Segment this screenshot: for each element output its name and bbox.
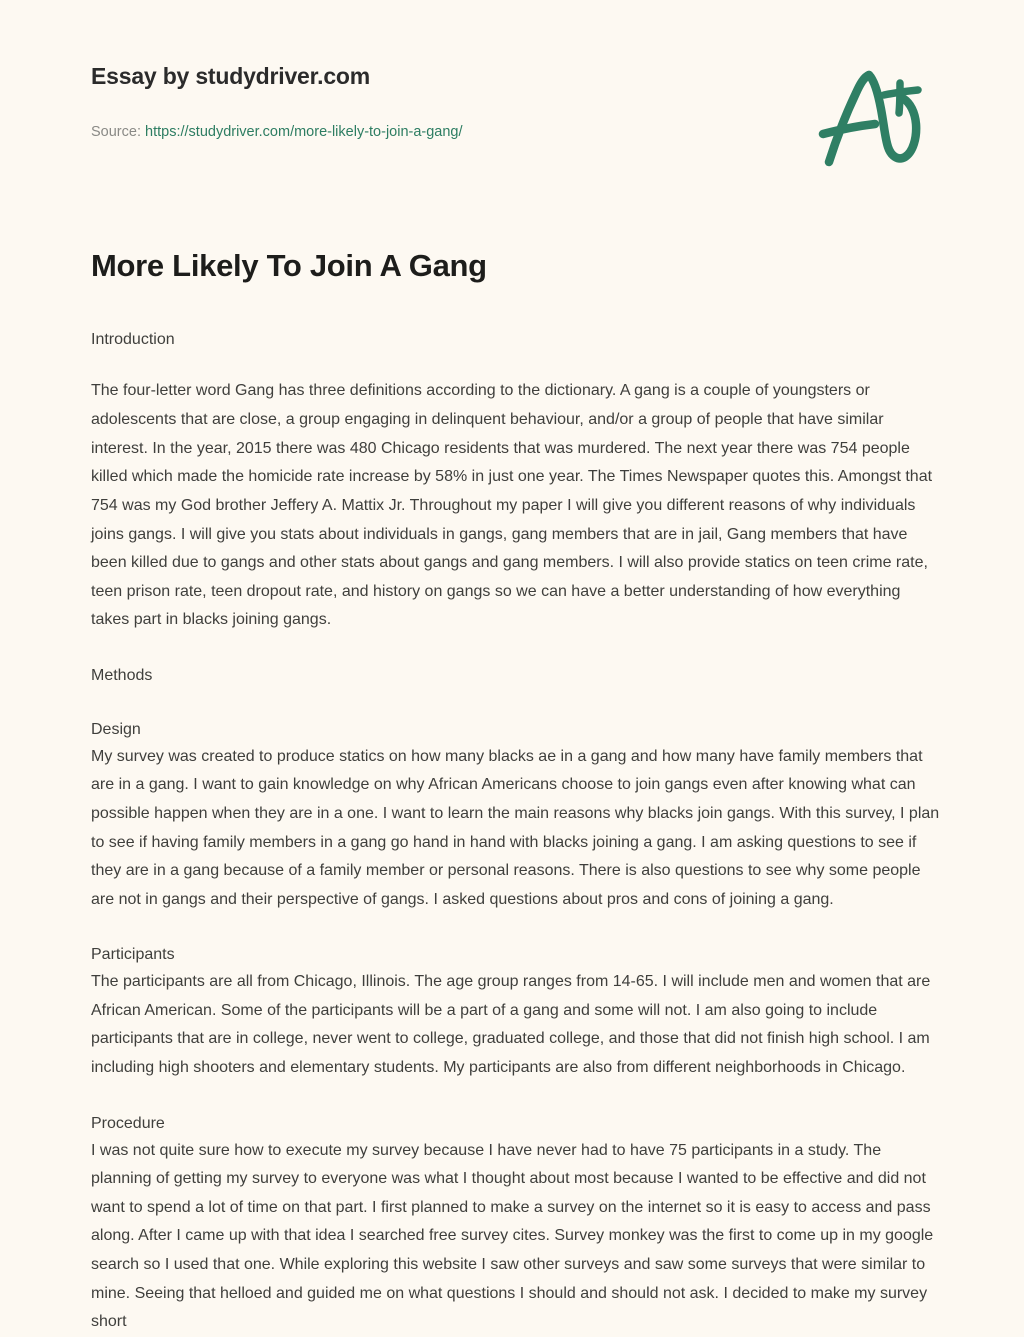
section-design bbox=[91, 718, 943, 915]
section-heading-procedure: Procedure bbox=[91, 1114, 165, 1132]
section-heading-methods: Methods bbox=[91, 667, 153, 685]
spacer bbox=[91, 689, 943, 718]
source-url-link[interactable]: https://studydriver.com/more-likely-to-join-a-gang/ bbox=[145, 124, 463, 140]
section-heading-participants: Participants bbox=[91, 946, 175, 964]
source-label: Source: bbox=[91, 124, 141, 140]
spacer bbox=[91, 635, 943, 664]
essay-byline: Essay by studydriver.com bbox=[91, 63, 371, 89]
studydriver-a-plus-logo bbox=[812, 62, 932, 172]
spacer bbox=[91, 1083, 943, 1112]
spacer bbox=[91, 352, 943, 377]
page-title: More Likely To Join A Gang bbox=[91, 248, 487, 283]
section-participants bbox=[91, 943, 943, 1082]
paragraph-introduction: The four-letter word Gang has three definitions according to the dictionary. A gang is a couple of youngsters or adolescents that are close, a group engaging in delinquent behaviour, and/or a group of people that have similar interest. In the year, 2015 there was 480 Chicago residents that was murdered. The next year there was 754 people killed which made the homicide rate increase by 58% in just one year. The Times Newspaper quotes this. Amongst that 754 was my God brother Jeffery A. Mattix Jr. Throughout my paper I will give you different reasons of why individuals joins gangs. I will give you stats about individuals in gangs, gang members that are in jail, Gang members that have been killed due to gangs and other stats about gangs and gang members. I will also provide statics on teen crime rate, teen prison rate, teen dropout rate, and history on gangs so we can have a better understanding of how everything takes part in blacks joining gangs. bbox=[91, 382, 933, 629]
essay-content bbox=[91, 248, 943, 1337]
section-methods bbox=[91, 664, 943, 689]
section-procedure bbox=[91, 1112, 943, 1337]
spacer bbox=[91, 914, 943, 943]
section-introduction bbox=[91, 328, 943, 635]
section-heading-introduction: Introduction bbox=[91, 330, 175, 348]
paragraph-procedure: I was not quite sure how to execute my survey because I have never had to have 75 participants in a study. The planning of getting my survey to everyone was what I thought about most because I wanted to be effective and did not want to spend a lot of time on that part. I first planned to make a survey on the internet so it is easy to access and pass along. After I came up with that idea I searched free survey cites. Survey monkey was the first to come up in my google search so I used that one. While exploring this website I saw other surveys and saw some surveys that were similar to mine. Seeing that helloed and guided me on what questions I should and should not ask. I decided to make my survey short bbox=[91, 1141, 934, 1331]
a-plus-icon bbox=[812, 62, 932, 172]
paragraph-design: My survey was created to produce statics on how many blacks ae in a gang and how many have family members that are in a gang. I want to gain knowledge on why African Americans choose to join gangs even after knowing what can possible happen when they are in a one. I want to learn the main reasons why blacks join gangs. With this survey, I plan to see if having family members in a gang go hand in hand with blacks joining a gang. I am asking questions to see if they are in a gang because of a family member or personal reasons. There is also questions to see why some people are not in gangs and their perspective of gangs. I asked questions about pros and cons of joining a gang. bbox=[91, 747, 940, 908]
source-line bbox=[91, 123, 463, 142]
section-heading-design: Design bbox=[91, 720, 141, 738]
page-header bbox=[0, 0, 1024, 200]
paragraph-participants: The participants are all from Chicago, Illinois. The age group ranges from 14-65. I will include men and women that are African American. Some of the participants will be a part of a gang and some will not. I am also going to include participants that are in college, never went to college, graduated college, and those that did not finish high school. I am including high shooters and elementary students. My participants are also from different neighborhoods in Chicago. bbox=[91, 973, 931, 1077]
